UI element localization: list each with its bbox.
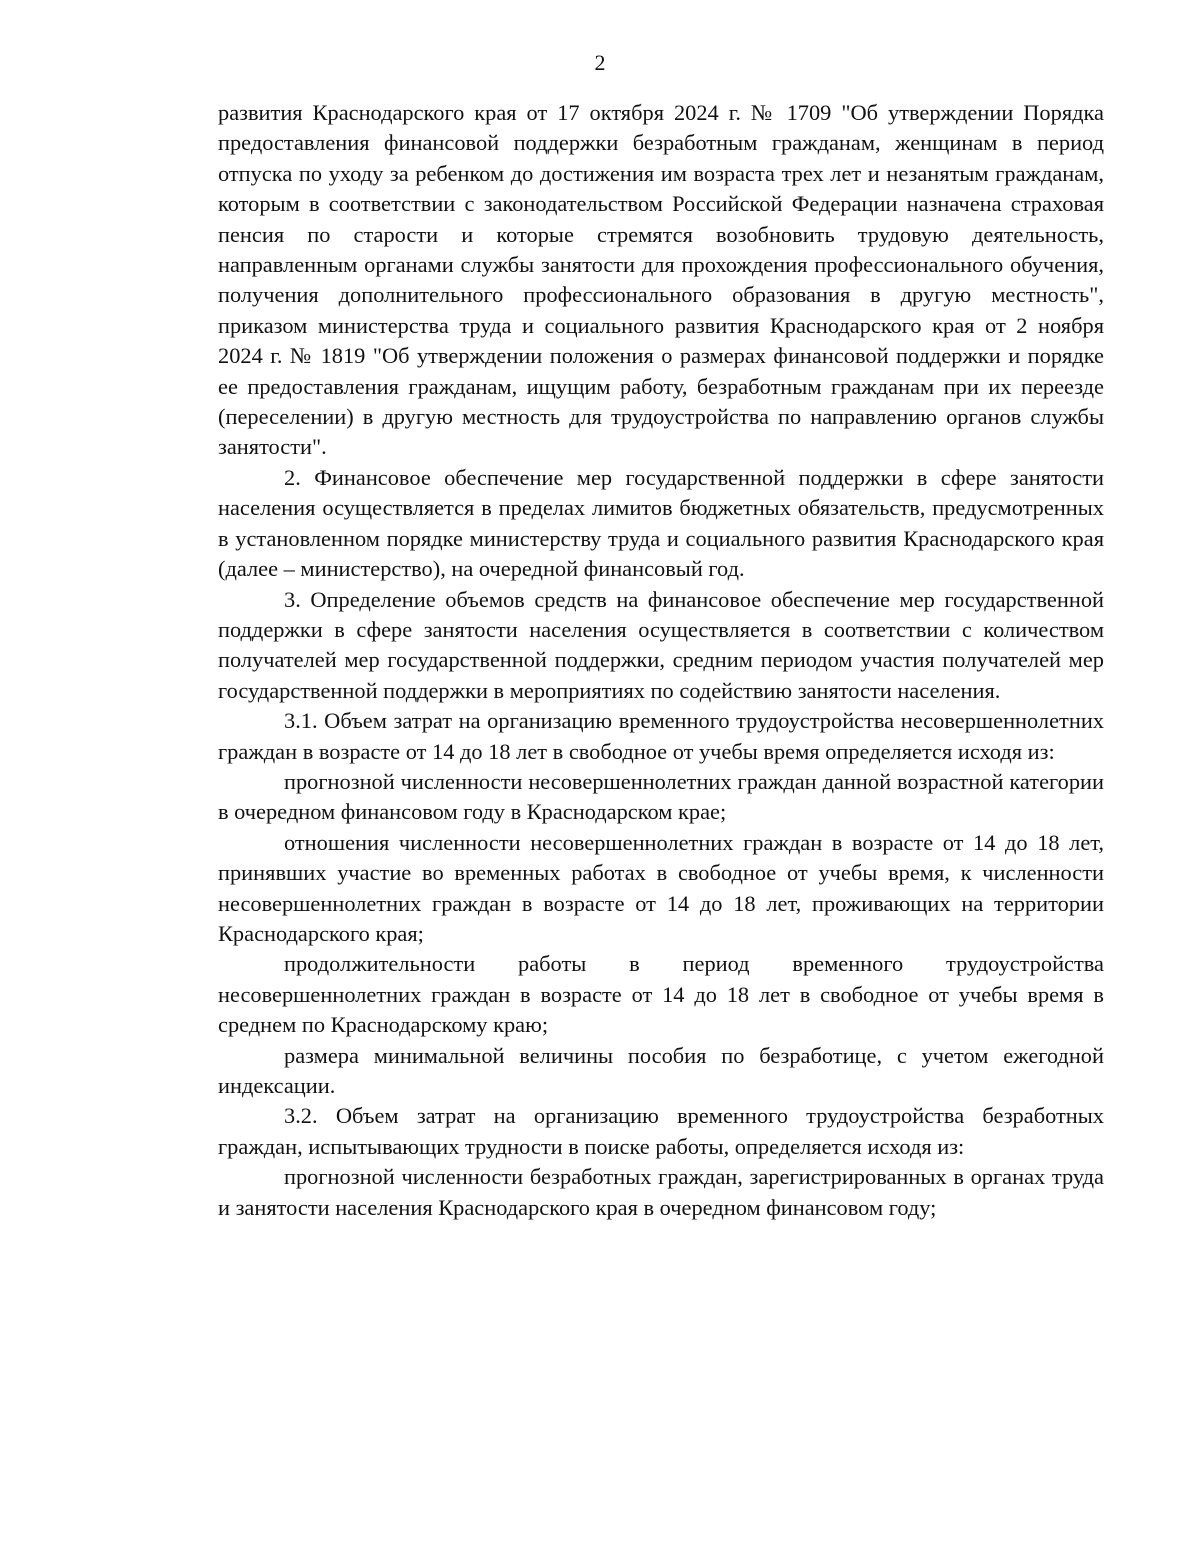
paragraph-3-1-criterion-4: размера минимальной величины пособия по безработице, с учетом ежегодной индексации. (218, 1042, 1104, 1098)
paragraph-item-3-1: 3.1. Объем затрат на организацию временного трудоустройства несовершеннолетних граждан в возрасте от 14 до 18 лет в свободное от учебы время определяется исходя из: (218, 708, 1104, 764)
paragraph-continuation: развития Краснодарского края от 17 октября 2024 г. № 1709 "Об утверждении Порядка предоставления финансовой поддержки безработным гражданам, женщинам в период отпуска по уходу за ребенком до достижения им возраста трех лет и незанятым гражданам, которым в соответствии с законодательством Российской Федерации назначена страховая пенсия по старости и которые стремятся возобновить трудовую деятельность, направленным органами службы занятости для прохождения профессионального обучения, получения дополнительного профессионального образования в другую местность", приказом министерства труда и социального развития Краснодарского края от 2 ноября 2024 г. № 1819 "Об утверждении положения о размерах финансовой поддержки и порядке ее предоставления гражданам, ищущим работу, безработным гражданам при их переезде (переселении) в другую местность для трудоустройства по направлению органов службы занятости". (218, 100, 1104, 460)
paragraph-3-1-criterion-3: продолжительности работы в период временного трудоустройства несовершеннолетних граждан в возрасте от 14 до 18 лет в свободное от учебы время в среднем по Краснодарскому краю; (218, 951, 1104, 1038)
paragraph-3-1-criterion-1: прогнозной численности несовершеннолетних граждан данной возрастной категории в очередном финансовом году в Краснодарском крае; (218, 768, 1104, 825)
page-number: 2 (594, 50, 606, 75)
paragraph-item-3-2: 3.2. Объем затрат на организацию временного трудоустройства безработных граждан, испытывающих трудности в поиске работы, определяется исходя из: (218, 1103, 1104, 1159)
paragraph-3-2-criterion-1: прогнозной численности безработных граждан, зарегистрированных в органах труда и занятости населения Краснодарского края в очередном финансовом году; (218, 1164, 1104, 1220)
paragraph-item-3: 3. Определение объемов средств на финансовое обеспечение мер государственной поддержки в сфере занятости населения осуществляется в соответствии с количеством получателей мер государственной поддержки, средним периодом участия получателей мер государственной поддержки в мероприятиях по содействию занятости населения. (218, 586, 1104, 703)
paragraph-3-1-criterion-2: отношения численности несовершеннолетних граждан в возрасте от 14 до 18 лет, принявших участие во временных работах в свободное от учебы время, к численности несовершеннолетних граждан в возрасте от 14 до 18 лет, проживающих на территории Краснодарского края; (218, 829, 1104, 946)
paragraph-item-2: 2. Финансовое обеспечение мер государственной поддержки в сфере занятости населения осуществляется в пределах лимитов бюджетных обязательств, предусмотренных в установленном порядке министерству труда и социального развития Краснодарского края (далее – министерство), на очередной финансовый год. (218, 464, 1104, 582)
document-body (218, 98, 1104, 1223)
